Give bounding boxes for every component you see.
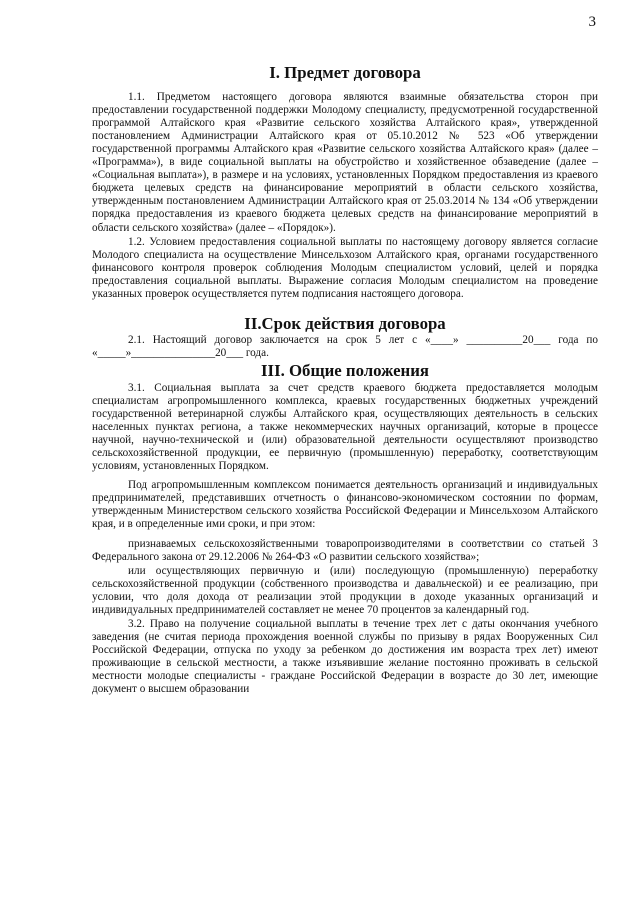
section-title-term: II.Срок действия договора (244, 313, 446, 333)
page-number: 3 (588, 14, 596, 30)
paragraph-3-1: 3.1. Социальная выплата за счет средств краевого бюджета предоставляется молодым специалистам агропромышленного комплекса, краевых государственных бюджетных учреждений государственной ветеринарной службы Алтайского края, осуществляющих деятельность в сельских населенных пунктах региона, а также некоммерческих научных организаций, которые в процессе научной, научно-технической и (или) образовательной деятельности осуществляют производство сельскохозяйственной продукции, ее первичную (промышленную) переработку, соответствующим условиям, установленных Порядком. (92, 381, 598, 473)
paragraph-1-2: 1.2. Условием предоставления социальной выплаты по настоящему договору является согласие Молодого специалиста на осуществление Минсельхозом Алтайского края, органами государственного финансового контроля проверок соблюдения Молодым специалистом условий, целей и порядка предоставления социальной выплаты. Выражение согласия Молодым специалистом на проведение указанных проверок осуществляется путем подписания настоящего договора. (92, 235, 598, 300)
paragraph-agro-producers: признаваемых сельскохозяйственными товаропроизводителями в соответствии со статьей 3 Федерального закона от 29.12.2006 № 264-ФЗ «О развитии сельского хозяйства»; (92, 537, 598, 563)
paragraph-2-1: 2.1. Настоящий договор заключается на срок 5 лет с «____» __________20___ года по «_____»_______________20___ года. (92, 333, 598, 359)
paragraph-agro-processing: или осуществляющих первичную и (или) последующую (промышленную) переработку сельскохозяйственной продукции (собственного производства и давальческой) и ее реализацию, при условии, что доля дохода от реализации этой продукции в доходе указанных организаций и индивидуальных предпринимателей составляет не менее 70 процентов за календарный год. (92, 564, 598, 616)
section-title-subject: I. Предмет договора (269, 63, 421, 82)
paragraph-3-2: 3.2. Право на получение социальной выплаты в течение трех лет с даты окончания учебного заведения (не считая периода прохождения военной службы по призыву в рядах Вооруженных Сил Российской Федерации, отпуска по уходу за ребенком до достижения им возраста трех лет) имеют проживающие в сельской местности, а также изъявившие желание постоянно проживать в сельской местности молодые специалисты - граждане Российской Федерации в возрасте до 30 лет, имеющие документ о высшем образовании (92, 617, 598, 696)
document-body (92, 63, 598, 696)
section-title-general: III. Общие положения (261, 360, 429, 380)
paragraph-agro-definition: Под агропромышленным комплексом понимается деятельность организаций и индивидуальных предпринимателей, представивших отчетность о финансово-экономическом состоянии по формам, утвержденным Министерством сельского хозяйства Российской Федерации и Минсельхозом Алтайского края, и в определенные ими сроки, и при этом: (92, 479, 598, 531)
paragraph-1-1: 1.1. Предметом настоящего договора являются взаимные обязательства сторон при предоставлении государственной поддержки Молодому специалисту, предусмотренной государственной программой Алтайского края «Развитие сельского хозяйства Алтайского края», утвержденной постановлением Администрации Алтайского края от 05.10.2012 № 523 «Об утверждении государственной программы Алтайского края «Развитие сельского хозяйства Алтайского края» (далее – «Программа»), в виде социальной выплаты на обустройство и хозяйственное обзаведение (далее – «Социальная выплата»), в размере и на условиях, установленных Порядком предоставления из краевого бюджета целевых средств на финансирование мероприятий в области сельского хозяйства, утвержденным постановлением Администрации Алтайского края от 25.03.2014 № 134 «Об утверждении порядка предоставления из краевого бюджета целевых средств на финансирование мероприятий в области сельского хозяйства» (далее – «Порядок»). (92, 91, 598, 234)
